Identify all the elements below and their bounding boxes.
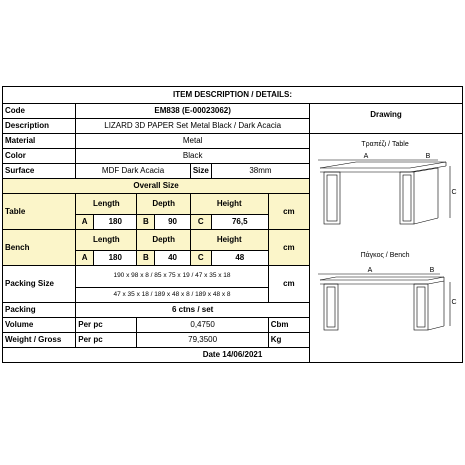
table-depth-value: 90 <box>155 215 191 230</box>
spec-sheet <box>2 86 463 376</box>
bench-height-value: 48 <box>211 251 268 266</box>
bench-depth-value: 40 <box>155 251 191 266</box>
table-caption: Τραπέζι / Table <box>361 141 409 148</box>
table-a-key: A <box>76 215 94 230</box>
table-dim-b: B <box>425 153 431 160</box>
description-label: Description <box>3 119 76 134</box>
code-label: Code <box>3 104 76 119</box>
bench-dim-a: A <box>367 267 373 274</box>
table-length-value: 180 <box>94 215 137 230</box>
volume-unit: Cbm <box>268 318 309 333</box>
bench-unit: cm <box>268 230 309 266</box>
bench-depth-header: Depth <box>137 230 190 251</box>
drawing-area <box>310 134 463 363</box>
drawing-heading: Drawing <box>310 104 463 134</box>
size-value: 38mm <box>211 164 309 179</box>
packing-size-line-2: 47 x 35 x 18 / 189 x 48 x 8 / 189 x 48 x 8 <box>76 287 268 303</box>
sheet-title: ITEM DESCRIPTION / DETAILS: <box>3 87 463 104</box>
packing-size-label: Packing Size <box>3 266 76 303</box>
table-depth-header: Depth <box>137 194 190 215</box>
bench-length-value: 180 <box>94 251 137 266</box>
overall-size-heading: Overall Size <box>3 179 310 194</box>
bench-height-header: Height <box>190 230 268 251</box>
bench-length-header: Length <box>76 230 137 251</box>
weight-unit: Kg <box>268 333 309 348</box>
spec-table <box>2 86 463 363</box>
bench-caption: Πάγκος / Bench <box>360 252 410 259</box>
table-unit: cm <box>268 194 309 230</box>
footer-date: Date 14/06/2021 <box>3 348 463 363</box>
bench-dim-b: B <box>429 267 435 274</box>
color-value: Black <box>76 149 310 164</box>
size-label: Size <box>190 164 211 179</box>
bench-drawing <box>310 260 460 350</box>
code-value: EM838 (E-00023062) <box>76 104 310 119</box>
color-label: Color <box>3 149 76 164</box>
description-value: LIZARD 3D PAPER Set Metal Black / Dark Acacia <box>76 119 310 134</box>
table-length-header: Length <box>76 194 137 215</box>
bench-b-key: B <box>137 251 155 266</box>
surface-value: MDF Dark Acacia <box>76 164 191 179</box>
table-dim-c: C <box>451 189 457 196</box>
table-drawing <box>310 148 460 238</box>
packing-label: Packing <box>3 303 76 318</box>
volume-label: Volume <box>3 318 76 333</box>
table-dim-a: A <box>363 153 369 160</box>
weight-per: Per pc <box>76 333 137 348</box>
packing-size-unit: cm <box>268 266 309 303</box>
bench-c-key: C <box>190 251 211 266</box>
bench-dim-c: C <box>451 299 457 306</box>
table-b-key: B <box>137 215 155 230</box>
volume-value: 0,4750 <box>137 318 268 333</box>
table-label: Table <box>3 194 76 230</box>
table-c-key: C <box>190 215 211 230</box>
packing-size-line-1: 190 x 98 x 8 / 85 x 75 x 19 / 47 x 35 x 18 <box>76 266 268 288</box>
weight-value: 79,3500 <box>137 333 268 348</box>
bench-a-key: A <box>76 251 94 266</box>
table-height-header: Height <box>190 194 268 215</box>
packing-value: 6 ctns / set <box>76 303 310 318</box>
volume-per: Per pc <box>76 318 137 333</box>
material-label: Material <box>3 134 76 149</box>
table-height-value: 76,5 <box>211 215 268 230</box>
bench-label: Bench <box>3 230 76 266</box>
weight-label: Weight / Gross <box>3 333 76 348</box>
material-value: Metal <box>76 134 310 149</box>
surface-label: Surface <box>3 164 76 179</box>
